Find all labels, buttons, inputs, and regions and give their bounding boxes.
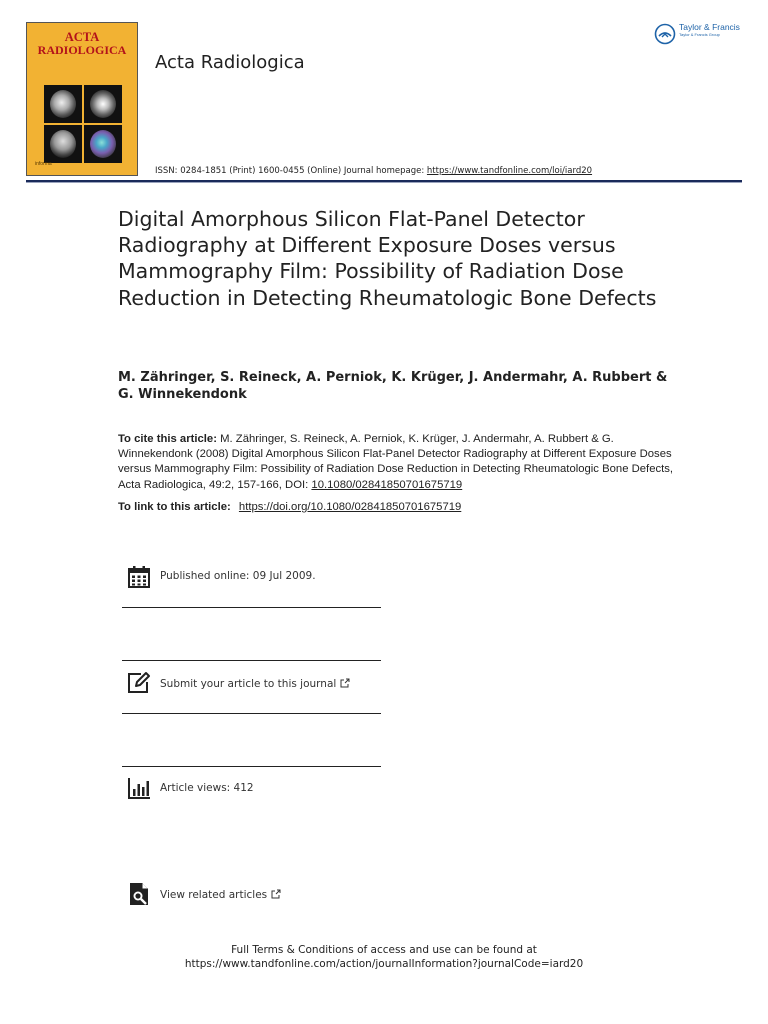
issn-line bbox=[155, 166, 592, 176]
header-divider-accent bbox=[26, 182, 742, 183]
published-online-item bbox=[122, 555, 381, 608]
article-link-label: To link to this article: bbox=[118, 501, 231, 513]
article-views-item bbox=[122, 661, 381, 794]
article-authors: M. Zähringer, S. Reineck, A. Perniok, K. Krüger, J. Andermahr, A. Rubbert & G. Winnekendonk bbox=[118, 370, 668, 402]
calendar-icon bbox=[127, 565, 151, 589]
article-link-line bbox=[118, 501, 461, 513]
cover-title-line1: ACTA bbox=[64, 30, 100, 44]
document-search-icon bbox=[127, 882, 151, 906]
article-views-text: Article views: 412 bbox=[160, 782, 254, 794]
related-articles-label: View related articles bbox=[160, 889, 268, 901]
citation-block bbox=[118, 432, 678, 493]
citation-doi-link[interactable]: 10.1080/02841850701675719 bbox=[311, 478, 463, 491]
publisher-logo-icon bbox=[654, 23, 676, 45]
published-online-text: Published online: 09 Jul 2009. bbox=[160, 570, 316, 582]
terms-footer-url[interactable]: https://www.tandfonline.com/action/journalInformation?journalCode=iard20 bbox=[184, 958, 584, 970]
publisher-name: Taylor & Francis bbox=[679, 22, 740, 32]
publisher-logo bbox=[654, 23, 740, 45]
related-articles-link[interactable] bbox=[160, 889, 281, 901]
citation-label: To cite this article: bbox=[118, 433, 217, 445]
external-link-icon bbox=[271, 889, 281, 899]
journal-name: Acta Radiologica bbox=[155, 52, 305, 73]
citation-text: M. Zähringer, S. Reineck, A. Perniok, K. Krüger, J. Andermahr, A. Rubbert & G. Winnekendonk (2008) Digital Amorphous Silicon Flat-Panel Detector Radiography at Different Exposure Doses versus Mammography Film: Possibility of Radiation Dose Reduction in Detecting Rheumatologic Bone Defects, Acta Radiologica, 49:2, 157-166, DOI: bbox=[118, 433, 674, 491]
cover-scan-image bbox=[84, 85, 122, 123]
cover-title-line2: RADIOLOGICA bbox=[37, 43, 127, 57]
cover-scan-image bbox=[44, 85, 82, 123]
terms-footer bbox=[0, 943, 768, 971]
journal-cover bbox=[26, 22, 138, 176]
publisher-group: Taylor & Francis Group bbox=[679, 31, 720, 37]
article-info-list bbox=[122, 555, 381, 901]
cover-footer: informa bbox=[35, 161, 52, 167]
journal-homepage-link[interactable]: https://www.tandfonline.com/loi/iard20 bbox=[426, 166, 593, 176]
terms-footer-line1: Full Terms & Conditions of access and use can be found at bbox=[231, 944, 537, 956]
bar-chart-icon bbox=[127, 776, 151, 800]
submit-article-item[interactable] bbox=[122, 608, 381, 690]
article-title: Digital Amorphous Silicon Flat-Panel Detector Radiography at Different Exposure Doses versus Mammography Film: Possibility of Radiation Dose Reduction in Detecting Rheumatologic Bone Defects bbox=[118, 207, 657, 310]
cover-scan-images bbox=[44, 85, 122, 163]
cover-scan-image bbox=[44, 125, 82, 163]
article-doi-link[interactable]: https://doi.org/10.1080/02841850701675719 bbox=[238, 501, 462, 513]
cover-scan-image bbox=[84, 125, 122, 163]
issn-text: ISSN: 0284-1851 (Print) 1600-0455 (Online) Journal homepage: bbox=[155, 166, 427, 176]
submit-article-label: Submit your article to this journal bbox=[160, 678, 337, 690]
